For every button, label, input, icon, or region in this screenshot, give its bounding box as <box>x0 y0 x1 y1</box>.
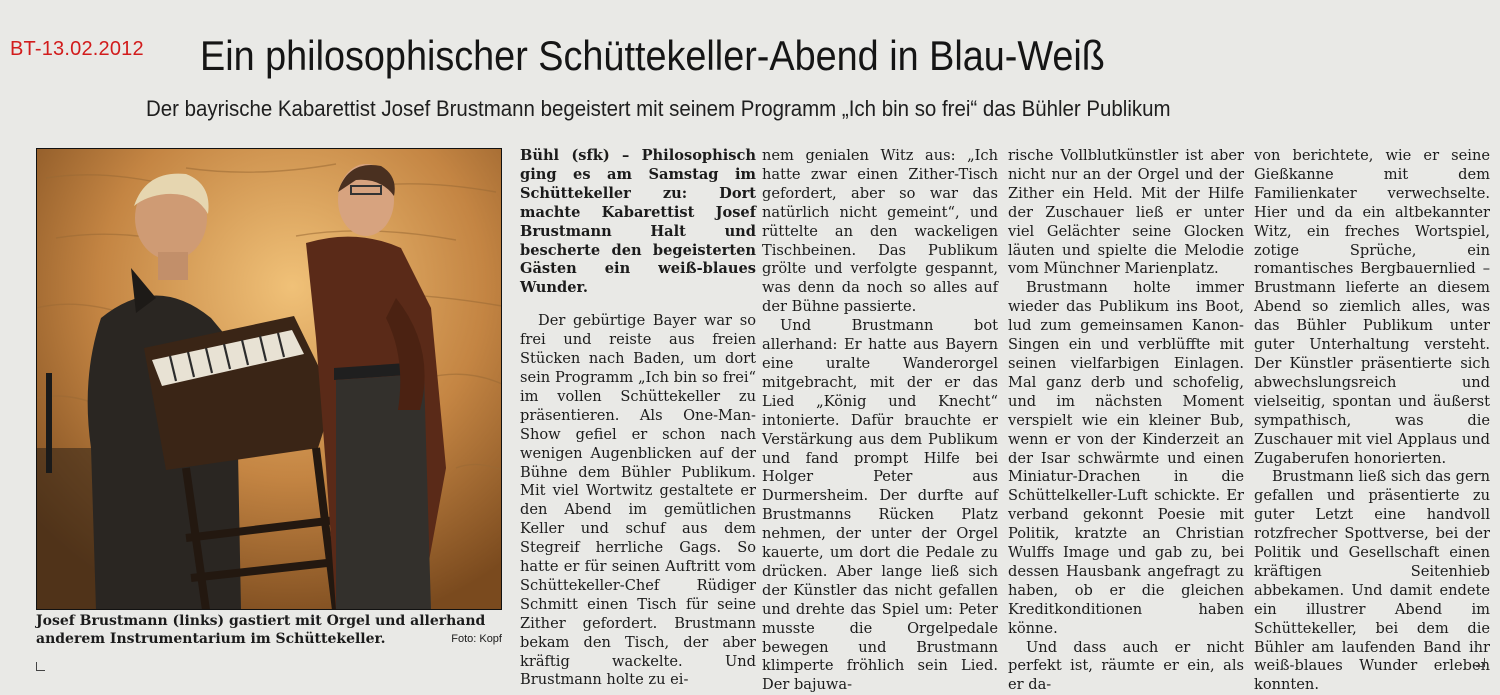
photo-caption-text: Josef Brustmann (links) gastiert mit Orgel und allerhand anderem Instrumentarium im Schüttekeller. <box>36 613 486 647</box>
article-paragraph: Und Brustmann bot allerhand: Er hatte aus Bayern eine uralte Wanderorgel mitgebracht, mit der er das Lied „König und Knecht“ intonierte. Dafür brauchte er Verstärkung aus dem Publikum und fand prompt Hilfe bei Holger Peter aus Durmersheim. Der durfte auf Brustmanns Rücken Platz nehmen, der unter der Orgel kauerte, um dort die Pedale zu drücken. Aber lange ließ sich der Künstler das nicht gefallen und drehte das Spiel um: Peter musste die Orgelpedale bewegen und Brustmann klimperte fröhlich sein Lied. Der bajuwa- <box>762 317 998 694</box>
crop-mark <box>1476 658 1485 667</box>
headline: Ein philosophischer Schüttekeller-Abend in Blau-Weiß <box>200 32 1105 79</box>
photo-credit: Foto: Kopf <box>451 633 502 645</box>
article-paragraph: nem genialen Witz aus: „Ich hatte zwar einen Zither-Tisch gefordert, aber so war das natürlich nicht gemeint“, und rüttelte an den wackeligen Tischbeinen. Das Publikum grölte und verfolgte gespannt, was denn da noch so alles auf der Bühne passierte. <box>762 147 998 316</box>
article-paragraph: von berichtete, wie er seine Gießkanne mit dem Familienkater verwechselte. Hier und da ein altbekannter Witz, ein freches Wortspiel, zotige Sprüche, ein romantisches Bergbauernlied – Brustmann lieferte an diesem Abend so ziemlich alles, was das Bühler Publikum unter guter Unterhaltung versteht. Der Künstler präsentierte sich abwechslungsreich und vielseitig, spontan und äußerst sympathisch, was die Zuschauer mit viel Applaus und Zugaberufen honorierten. <box>1254 147 1490 467</box>
article-paragraph: Brustmann holte immer wieder das Publikum ins Boot, lud zum gemeinsamen Kanon-Singen ein und verblüffte mit seinen vielfarbigen Einlagen. Mal ganz derb und schofelig, und im nächsten Moment verspielt wie ein kleiner Bub, wenn er von der Kinderzeit an der Isar schwärmte und einen Miniatur-Drachen in die Schüttelkeller-Luft schickte. Er verband gekonnt Poesie mit Politik, kratzte an Christian Wulffs Image und gab zu, bei dessen Hausbank angefragt zu haben, ob er die gleichen Kreditkonditionen haben könne. <box>1008 279 1244 637</box>
date-stamp: BT-13.02.2012 <box>10 38 144 60</box>
article-lead: Bühl (sfk) – Philosophisch ging es am Samstag im Schüttekeller zu: Dort machte Kabarettist Josef Brustmann Halt und bescherte den begeisterten Gästen ein weiß-blaues Wunder. <box>520 147 756 297</box>
crop-mark <box>36 662 45 671</box>
article-column-4 <box>1254 147 1490 695</box>
article-photo <box>36 148 502 610</box>
article-paragraph: Und dass auch er nicht perfekt ist, räumte er ein, als er da- <box>1008 638 1244 694</box>
subheadline: Der bayrische Kabarettist Josef Brustmann begeistert mit seinem Programm „Ich bin so frei“ das Bühler Publikum <box>146 96 1171 121</box>
article-column-2 <box>762 147 998 695</box>
article-paragraph: Der gebürtige Bayer war so frei und reiste aus freien Stücken nach Baden, um dort sein Programm „Ich bin so frei“ im vollen Schüttekeller zu präsentieren. Als One-Man-Show gefiel er schon nach wenigen Augenblicken auf der Bühne dem Bühler Publikum. Mit viel Wortwitz gestaltete er den Abend im gemütlichen Keller und schuf aus dem Stegreif herrliche Gags. So hatte er für seinen Auftritt vom Schüttekeller-Chef Rüdiger Schmitt einen Tisch für seine Zither gefordert. Brustmann bekam den Tisch, der aber kräftig wackelte. Und Brustmann holte zu ei- <box>520 312 756 689</box>
photo-caption <box>36 612 504 648</box>
article-paragraph: rische Vollblutkünstler ist aber nicht nur an der Orgel und der Zither ein Held. Mit der Hilfe der Zuschauer ließ er unter viel Gelächter seine Glocken läuten und spielte die Melodie vom Münchner Marienplatz. <box>1008 147 1244 278</box>
article-column-3 <box>1008 147 1244 695</box>
article-column-1 <box>520 147 756 690</box>
article-paragraph: Brustmann ließ sich das gern gefallen und präsentierte zu guter Letzt eine handvoll rotzfrecher Spottverse, bei der Politik und Gesellschaft einen kräftigen Seitenhieb abbekamen. Und damit endete ein illustrer Abend im Schüttekeller, bei dem die Bühler am laufenden Band ihr weiß-blaues Wunder erleben konnten. <box>1254 468 1490 694</box>
